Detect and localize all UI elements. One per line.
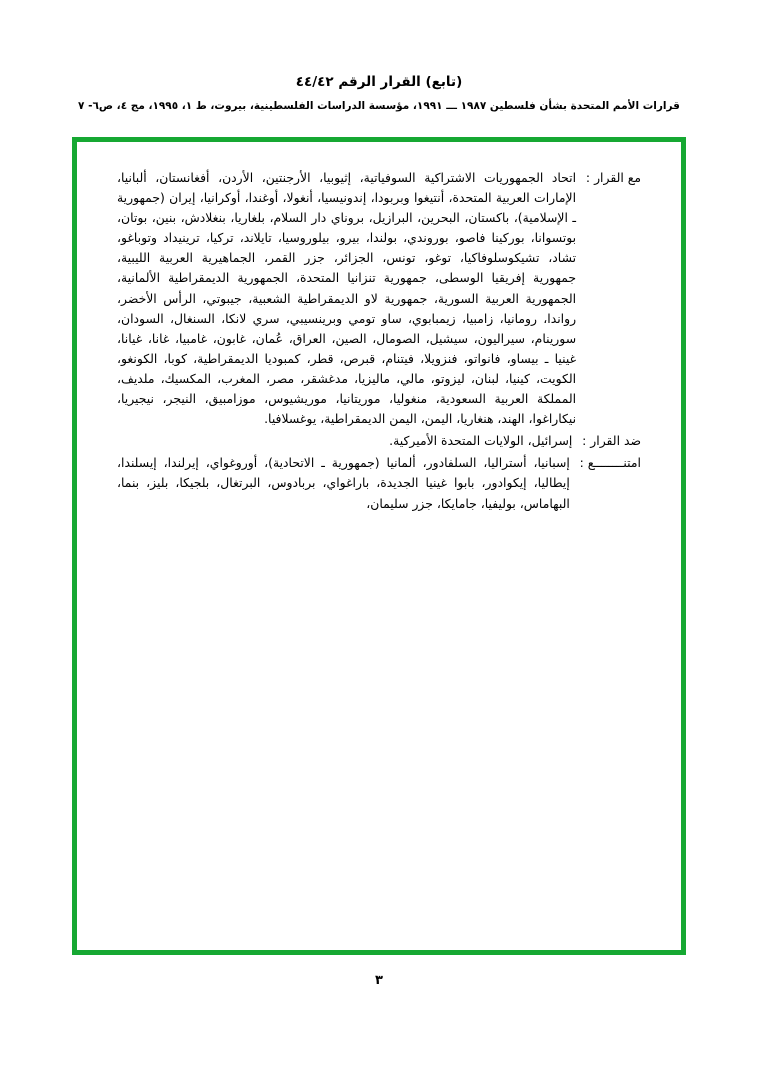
vote-record (117, 168, 641, 666)
vote-abstained-countries: إسبانيا، أستراليا، السلفادور، ألمانيا (جمهورية ـ الاتحادية)، أوروغواي، إيرلندا، إيسلندا، إيطاليا، إيكوادور، بابوا غينيا الجديدة، باراغواي، بربادوس، البرتغال، بلجيكا، بليز، بنما، البهاماس، بوليفيا، جامايكا، جزر سليمان، (117, 455, 570, 511)
content-frame (72, 137, 686, 955)
page-title: (تابع) القرار الرقم ٤٤/٤٢ (295, 74, 463, 90)
vote-in-favour-label: مع القرار (594, 170, 641, 185)
page-number: ٣ (375, 973, 383, 988)
vote-in-favour-colon: : (585, 170, 591, 185)
vote-in-favour-countries: اتحاد الجمهوريات الاشتراكية السوفياتية، إثيوبيا، الأرجنتين، الأردن، أفغانستان، ألبانيا، الإمارات العربية المتحدة، أنتيغوا وبربودا، إندونيسيا، أنغولا، أوغندا، أوكرانيا، إيران (جمهورية ـ الإسلامية)، باكستان، البحرين، البرازيل، بروناي دار السلام، بلغاريا، بنغلادش، بنين، بوتان، بوتسوانا، بوركينا فاصو، بوروندي، بولندا، بيرو، بيلوروسيا، تايلاند، تركيا، ترينيداد وتوباغو، تشاد، تشيكوسلوفاكيا، توغو، تونس، الجزائر، جزر القمر، الجماهيرية العربية الليبية، جمهورية إفريقيا الوسطى، جمهورية تنزانيا المتحدة، الجمهورية الديمقراطية الألمانية، الجمهورية العربية السورية، جمهورية لاو الديمقراطية الشعبية، جيبوتي، الرأس الأخضر، رواندا، رومانيا، زامبيا، زيمبابوي، ساو تومي وبرينسيبي، سري لانكا، السنغال، السودان، سورينام، سيراليون، سيشيل، الصومال، الصين، العراق، عُمان، غابون، غامبيا، غانا، غيانا، غينيا ـ بيساو، فانواتو، فنزويلا، فيتنام، قبرص، قطر، كمبوديا الديمقراطية، كوبا، الكونغو، الكويت، كينيا، لبنان، ليزوتو، مالي، ماليزيا، مدغشقر، مصر، المغرب، المكسيك، ملديف، المملكة العربية السعودية، منغوليا، موريتانيا، موريشيوس، موزامبيق، النيجر، نيجيريا، نيكاراغوا، الهند، هنغاريا، اليمن، اليمن الديمقراطية، يوغسلافيا. (117, 170, 577, 427)
blank-space (117, 516, 641, 666)
vote-against-label: ضد القرار (590, 433, 641, 449)
source-citation: قرارات الأمم المتحدة بشأن فلسطين ١٩٨٧ ـــ ١٩٩١، مؤسسة الدراسات الفلسطينية، بيروت، ط ١، ١٩٩٥، مج ٤، ص٦- ٧ (78, 100, 680, 113)
vote-in-favour-row (117, 168, 641, 429)
vote-abstained-label: امتنــــــــع (587, 455, 641, 471)
vote-against-row (117, 431, 641, 451)
vote-against-colon: : (582, 433, 587, 449)
page-header (0, 72, 758, 115)
vote-against-countries: إسرائيل، الولايات المتحدة الأميركية. (389, 433, 573, 449)
vote-abstained-row (117, 453, 641, 513)
vote-abstained-colon: : (579, 455, 584, 471)
